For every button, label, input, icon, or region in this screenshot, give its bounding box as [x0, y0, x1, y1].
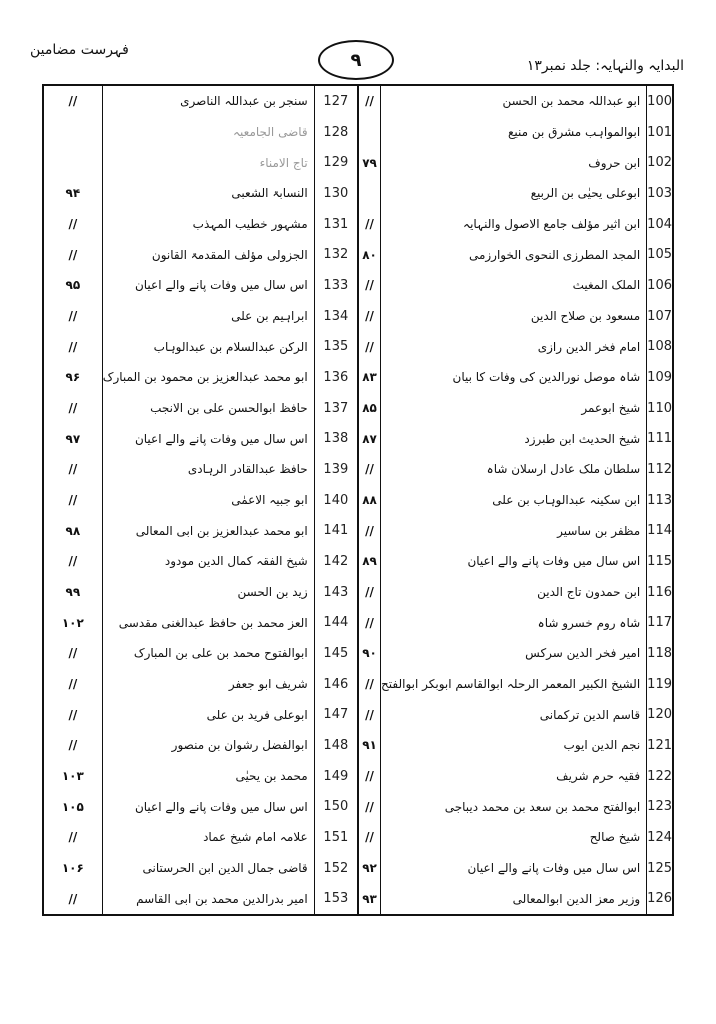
toc-entry-title: علامہ امام شیخ عماد	[203, 830, 308, 845]
toc-entry-title: حافظ ابوالحسن علی بن الانجب	[150, 401, 308, 416]
toc-entry-number: 139	[323, 461, 349, 477]
toc-entry-number: 129	[323, 155, 349, 171]
toc-entry-title: ابن حروف	[588, 155, 641, 170]
toc-entry-title: الجزولی مؤلف المقدمۃ القانون	[151, 247, 308, 262]
toc-page-ref: //	[365, 615, 374, 630]
toc-entry-title: مظفر بن ساسیر	[557, 523, 641, 538]
toc-entry-title: ابوالفتوح محمد بن علی بن المبارک	[133, 646, 308, 661]
toc-page-ref: ۹۲	[362, 861, 377, 876]
toc-entry-number: 153	[323, 891, 349, 907]
toc-page-ref: //	[365, 217, 374, 232]
toc-entry-title: محمد بن یحیٰی	[235, 769, 308, 784]
toc-page-ref	[44, 117, 102, 148]
toc-page-ref: ۹۸	[65, 523, 81, 538]
toc-entry-title: شریف ابو جعفر	[228, 677, 308, 692]
toc-entry-title: ابن اثیر مؤلف جامع الاصول والنہایہ	[463, 217, 641, 232]
toc-entry-number: 146	[323, 676, 349, 692]
right-page-column	[358, 86, 381, 914]
toc-page-ref: //	[68, 339, 78, 354]
toc-page-ref: //	[365, 799, 374, 814]
toc-entry-title: امیر فخر الدین سرکس	[525, 646, 641, 661]
toc-page-ref: ۸۰	[362, 247, 377, 262]
toc-entry-number: 115	[647, 553, 672, 569]
toc-entry-number: 136	[323, 369, 349, 385]
toc-page-ref: //	[365, 769, 374, 784]
toc-entry-number: 119	[647, 676, 672, 692]
toc-page-ref: ۱۰۶	[61, 861, 84, 876]
toc-page-ref: //	[68, 309, 78, 324]
toc-entry-title: قاضی جمال الدین ابن الحرستانی	[142, 861, 308, 876]
toc-entry-number: 123	[647, 799, 672, 815]
toc-entry-title: فقیہ حرم شریف	[556, 769, 641, 784]
toc-entry-title: امام فخر الدین رازی	[537, 339, 641, 354]
toc-entry-number: 138	[323, 431, 349, 447]
toc-entry-number: 141	[323, 523, 349, 539]
toc-entry-number: 143	[323, 584, 349, 600]
toc-page-ref	[359, 178, 380, 209]
toc-entry-number: 126	[647, 891, 672, 907]
toc-entry-number: 151	[323, 829, 349, 845]
toc-entry-number: 125	[647, 860, 672, 876]
toc-entry-title: اس سال میں وفات پانے والے اعیان	[467, 861, 641, 876]
toc-entry-title: شاہ موصل نورالدین کی وفات کا بیان	[452, 370, 641, 385]
toc-entry-title: اس سال میں وفات پانے والے اعیان	[134, 278, 308, 293]
left-page-column	[44, 86, 103, 914]
toc-entry-title: شیخ الفقہ کمال الدین مودود	[164, 554, 308, 569]
header-left-title: فہرست مضامین	[30, 42, 129, 58]
toc-entry-number: 110	[647, 400, 672, 416]
toc-entry-number: 112	[647, 461, 672, 477]
toc-page-ref: //	[68, 493, 78, 508]
toc-entry-title: الملک المغیث	[572, 278, 641, 293]
toc-entry-number: 132	[323, 247, 349, 263]
toc-page-ref: //	[68, 707, 78, 722]
header-right-title: البدایہ والنہایہ: جلد نمبر۱۳	[526, 58, 684, 74]
toc-entry-number: 147	[323, 707, 349, 723]
toc-entry-title: شیخ ابوعمر	[581, 401, 641, 416]
toc-page-ref: //	[365, 309, 374, 324]
toc-entry-title: قاسم الدین ترکمانی	[539, 707, 641, 722]
toc-entry-title: اس سال میں وفات پانے والے اعیان	[467, 554, 641, 569]
toc-entry-number: 116	[647, 584, 672, 600]
toc-entry-number: 127	[323, 93, 349, 109]
toc-right-half	[358, 86, 672, 914]
toc-entry-number: 117	[647, 615, 672, 631]
toc-entry-title: سنجر بن عبداللہ الناصری	[180, 94, 308, 109]
toc-entry-number: 102	[647, 155, 672, 171]
left-number-column	[315, 86, 358, 914]
toc-left-half	[44, 86, 358, 914]
toc-entry-number: 148	[323, 737, 349, 753]
toc-entry-number: 150	[323, 799, 349, 815]
toc-page-ref: ۹۴	[65, 186, 81, 201]
toc-page-ref: //	[68, 94, 78, 109]
toc-entry-title: وزیر معز الدین ابوالمعالی	[512, 891, 641, 906]
toc-entry-title: حافظ عبدالقادر الرہادی	[187, 462, 308, 477]
toc-page-ref: ۸۸	[362, 493, 377, 508]
toc-entry-title: ابوعلی فرید بن علی	[206, 707, 308, 722]
toc-entry-title: سلطان ملک عادل ارسلان شاہ	[486, 462, 641, 477]
toc-page-ref: ۱۰۵	[61, 799, 84, 814]
toc-entry-number: 122	[647, 768, 672, 784]
toc-entry-number: 107	[647, 308, 672, 324]
toc-entry-number: 124	[647, 829, 672, 845]
toc-entry-number: 113	[647, 492, 672, 508]
toc-entry-number: 111	[647, 431, 672, 447]
toc-entry-number: 130	[323, 185, 349, 201]
toc-entry-number: 131	[323, 216, 349, 232]
toc-page-ref: //	[365, 830, 374, 845]
toc-entry-title: امیر بدرالدین محمد بن ابی القاسم	[136, 891, 308, 906]
toc-page-ref: //	[68, 738, 78, 753]
toc-page-ref: ۹۹	[65, 585, 81, 600]
table-of-contents	[42, 84, 674, 916]
toc-page-ref: //	[365, 523, 374, 538]
toc-entry-number: 109	[647, 369, 672, 385]
toc-entry-number: 149	[323, 768, 349, 784]
toc-entry-title: ابوالمواہب مشرق بن منیع	[507, 125, 641, 139]
toc-entry-number: 133	[323, 277, 349, 293]
toc-page-ref: ۱۰۲	[61, 615, 84, 630]
toc-entry-number: 104	[647, 216, 672, 232]
toc-entry-title: الشیخ الکبیر المعمر الرحلہ ابوالقاسم ابوبکر ابوالفتح	[381, 677, 641, 692]
toc-page-ref: //	[365, 707, 374, 722]
toc-entry-title: شاہ روم خسرو شاہ	[537, 615, 641, 630]
toc-page-ref: ۹۷	[65, 431, 81, 446]
toc-entry-number: 128	[323, 124, 349, 140]
toc-entry-title: ابن سکینہ عبدالوہاب بن علی	[492, 493, 641, 508]
toc-page-ref: //	[365, 278, 374, 293]
toc-entry-number: 140	[323, 492, 349, 508]
right-title-column	[381, 86, 647, 914]
toc-page-ref: //	[68, 217, 78, 232]
toc-page-ref: //	[68, 891, 78, 906]
toc-page-ref	[44, 147, 102, 178]
toc-entry-title: ابو جبیہ الاعمٰی	[231, 493, 308, 508]
toc-entry-title: قاضی الجامعیہ	[233, 125, 308, 139]
toc-page-ref: ۹۵	[65, 278, 81, 293]
left-title-column	[103, 86, 315, 914]
toc-page-ref: ۸۷	[362, 431, 377, 446]
toc-entry-title: النسابۃ الشعبی	[231, 186, 308, 201]
toc-entry-number: 114	[647, 523, 672, 539]
toc-entry-number: 142	[323, 553, 349, 569]
toc-entry-number: 103	[647, 185, 672, 201]
toc-page-ref: //	[365, 94, 374, 109]
toc-entry-title: شیخ صالح	[589, 830, 641, 845]
toc-entry-title: ابراہیم بن علی	[231, 309, 308, 324]
toc-entry-title: مسعود بن صلاح الدین	[530, 309, 641, 324]
toc-entry-title: الرکن عبدالسلام بن عبدالوہاب	[153, 339, 308, 354]
toc-entry-title: ابو محمد عبدالعزیز بن ابی المعالی	[135, 523, 308, 538]
toc-entry-number: 137	[323, 400, 349, 416]
toc-entry-title: ابو عبداللہ محمد بن الحسن	[502, 94, 641, 109]
toc-entry-number: 145	[323, 645, 349, 661]
toc-page-ref: ۸۳	[362, 370, 377, 385]
toc-page-ref: //	[68, 677, 78, 692]
toc-page-ref: //	[365, 462, 374, 477]
toc-entry-title: ابوعلی یحیٰی بن الربیع	[530, 186, 641, 201]
toc-entry-number: 101	[647, 124, 672, 140]
page-number-oval: ۹	[318, 40, 394, 80]
toc-page-ref: ۸۵	[362, 401, 377, 416]
toc-page-ref	[359, 117, 380, 148]
toc-entry-number: 118	[647, 645, 672, 661]
toc-page-ref: //	[365, 677, 374, 692]
toc-page-ref: //	[68, 830, 78, 845]
toc-page-ref: //	[68, 646, 78, 661]
toc-page-ref: //	[365, 585, 374, 600]
toc-entry-title: ابن حمدون تاج الدین	[537, 585, 641, 600]
toc-entry-title: تاج الامناء	[259, 155, 308, 170]
toc-page-ref: //	[68, 554, 78, 569]
toc-entry-title: ابوالفتح محمد بن سعد بن محمد دیباجی	[444, 799, 641, 814]
toc-entry-number: 108	[647, 339, 672, 355]
toc-page-ref: ۹۰	[362, 646, 377, 661]
toc-entry-number: 152	[323, 860, 349, 876]
toc-entry-title: شیخ الحدیث ابن طبرزد	[524, 431, 641, 446]
toc-entry-title: اس سال میں وفات پانے والے اعیان	[134, 799, 308, 814]
toc-page-ref: //	[365, 339, 374, 354]
toc-page-ref: ۱۰۳	[61, 769, 84, 784]
toc-entry-title: مشہور خطیب المہذب	[192, 217, 308, 232]
toc-entry-number: 120	[647, 707, 672, 723]
toc-page-ref: //	[68, 247, 78, 262]
toc-entry-number: 144	[323, 615, 349, 631]
toc-entry-title: المجد المطرزی النحوی الخوارزمی	[468, 247, 641, 262]
toc-page-ref: ۸۹	[362, 554, 377, 569]
toc-page-ref: ۷۹	[362, 155, 377, 170]
toc-entry-number: 106	[647, 277, 672, 293]
toc-page-ref: //	[68, 462, 78, 477]
toc-entry-title: ابو محمد عبدالعزیز بن محمود بن المبارک	[102, 370, 308, 385]
toc-entry-number: 100	[647, 93, 672, 109]
toc-entry-title: اس سال میں وفات پانے والے اعیان	[134, 431, 308, 446]
toc-page-ref: ۹۱	[362, 738, 377, 753]
toc-page-ref: ۹۳	[362, 891, 377, 906]
toc-page-ref: //	[68, 401, 78, 416]
toc-entry-number: 135	[323, 339, 349, 355]
toc-entry-number: 121	[647, 737, 672, 753]
toc-entry-title: العز محمد بن حافظ عبدالغنی مقدسی	[118, 615, 308, 630]
toc-entry-number: 105	[647, 247, 672, 263]
toc-entry-number: 134	[323, 308, 349, 324]
toc-entry-title: ابوالفضل رشوان بن منصور	[171, 738, 308, 753]
toc-entry-title: نجم الدین ایوب	[563, 738, 641, 753]
toc-page-ref: ۹۶	[65, 370, 81, 385]
right-number-column	[647, 86, 672, 914]
toc-entry-title: زید بن الحسن	[237, 585, 308, 600]
